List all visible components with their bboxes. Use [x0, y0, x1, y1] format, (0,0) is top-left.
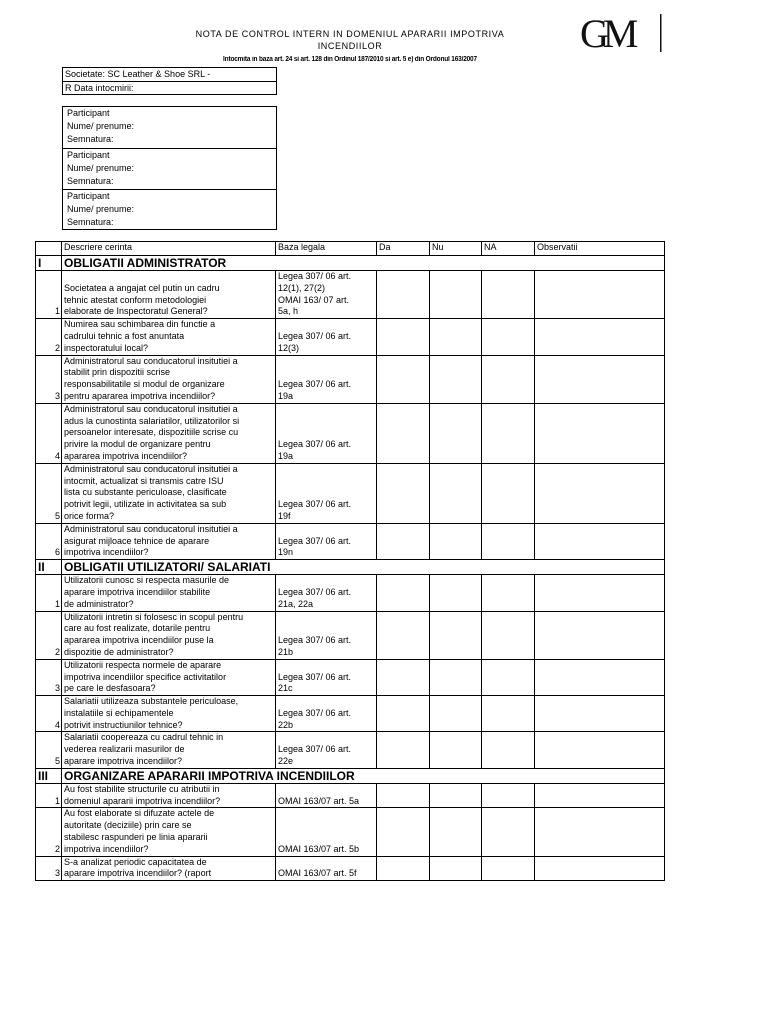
cell-nu[interactable]	[430, 732, 482, 768]
cell-da[interactable]	[377, 575, 430, 611]
cell-na[interactable]	[482, 355, 535, 403]
document-subtitle: Intocmita in baza art. 24 si art. 128 din Ordinul 187/2010 si art. 5 e) din Ordonul 163/2007	[223, 56, 477, 63]
requirement-description: Utilizatorii intretin si folosesc in scopul pentru care au fost realizate, dotarile pentru apararea impotriva incendiilor puse la dispozitie de administrator?	[62, 611, 276, 659]
section-number: I	[36, 256, 62, 271]
participant-name-label: Nume/ prenume:	[67, 163, 135, 173]
table-row	[36, 575, 665, 611]
legal-basis: Legea 307/ 06 art. 22b	[276, 696, 377, 732]
header-cell-nu: Nu	[430, 242, 482, 256]
header-cell-legal-basis: Baza legala	[276, 242, 377, 256]
row-number: 1	[36, 575, 62, 611]
cell-na[interactable]	[482, 808, 535, 856]
row-number: 2	[36, 611, 62, 659]
participant-label: Participant	[67, 150, 110, 160]
requirement-description: Administratorul sau conducatorul insitutiei a intocmit, actualizat si transmis catre ISU lista cu substante periculoase, clasificate potrivit legii, utilizate in activitatea sa sub orice forma?	[62, 463, 276, 523]
table-row	[36, 403, 665, 463]
participant-block	[63, 189, 276, 230]
table-row	[36, 271, 665, 319]
requirement-description: Salariatii utilizeaza substantele periculoase, instalatiile si echipamentele potrivit instructiunilor tehnice?	[62, 696, 276, 732]
row-number: 3	[36, 856, 62, 881]
cell-na[interactable]	[482, 271, 535, 319]
cell-da[interactable]	[377, 355, 430, 403]
section-title: OBLIGATII ADMINISTRATOR	[62, 256, 665, 271]
cell-nu[interactable]	[430, 659, 482, 695]
cell-da[interactable]	[377, 463, 430, 523]
logo-text: GM	[580, 14, 633, 52]
cell-observatii[interactable]	[535, 611, 665, 659]
requirement-description: Numirea sau schimbarea din functie a cadrului tehnic a fost anuntata inspectoratului local?	[62, 319, 276, 355]
table-row	[36, 783, 665, 808]
row-number: 3	[36, 659, 62, 695]
cell-nu[interactable]	[430, 403, 482, 463]
legal-basis: Legea 307/ 06 art. 21c	[276, 659, 377, 695]
checklist-table	[35, 241, 665, 881]
cell-da[interactable]	[377, 271, 430, 319]
requirement-description: S-a analizat periodic capacitatea de aparare impotriva incendiilor? (raport	[62, 856, 276, 881]
legal-basis: Legea 307/ 06 art. 19f	[276, 463, 377, 523]
legal-basis: Legea 307/ 06 art. 12(3)	[276, 319, 377, 355]
cell-da[interactable]	[377, 696, 430, 732]
cell-observatii[interactable]	[535, 319, 665, 355]
company-box	[62, 67, 277, 95]
cell-nu[interactable]	[430, 611, 482, 659]
row-number: 2	[36, 808, 62, 856]
date-field: R Data intocmirii:	[63, 81, 276, 95]
section-number: II	[36, 560, 62, 575]
cell-na[interactable]	[482, 783, 535, 808]
participant-sign-label: Semnatura:	[67, 176, 114, 186]
row-number: 5	[36, 732, 62, 768]
table-row	[36, 696, 665, 732]
cell-nu[interactable]	[430, 271, 482, 319]
cell-observatii[interactable]	[535, 808, 665, 856]
participant-name-label: Nume/ prenume:	[67, 204, 135, 214]
cell-na[interactable]	[482, 696, 535, 732]
cell-na[interactable]	[482, 523, 535, 559]
cell-da[interactable]	[377, 808, 430, 856]
row-number: 2	[36, 319, 62, 355]
row-number: 5	[36, 463, 62, 523]
cell-nu[interactable]	[430, 319, 482, 355]
participant-label: Participant	[67, 191, 110, 201]
header-cell-observatii: Observatii	[535, 242, 665, 256]
cell-da[interactable]	[377, 856, 430, 881]
cell-observatii[interactable]	[535, 403, 665, 463]
cell-na[interactable]	[482, 659, 535, 695]
cell-observatii[interactable]	[535, 732, 665, 768]
cell-observatii[interactable]	[535, 463, 665, 523]
legal-basis: Legea 307/ 06 art. 19a	[276, 355, 377, 403]
participant-name-label: Nume/ prenume:	[67, 121, 135, 131]
cell-na[interactable]	[482, 611, 535, 659]
participant-sign-label: Semnatura:	[67, 134, 114, 144]
cell-observatii[interactable]	[535, 271, 665, 319]
requirement-description: Utilizatorii respecta normele de aparare impotriva incendiilor specifice activitatilor pe care le desfasoara?	[62, 659, 276, 695]
requirement-description: Societatea a angajat cel putin un cadru tehnic atestat conform metodologiei elaborate de Inspectoratul General?	[62, 271, 276, 319]
participant-sign-label: Semnatura:	[67, 217, 114, 227]
cell-da[interactable]	[377, 319, 430, 355]
participant-block	[63, 107, 276, 148]
legal-basis: Legea 307/ 06 art. 19n	[276, 523, 377, 559]
requirement-description: Au fost elaborate si difuzate actele de autoritate (deciziile) prin care se stabilesc raspunderi pe linia apararii impotriva incendiilor?	[62, 808, 276, 856]
table-row	[36, 808, 665, 856]
header-cell-description: Descriere cerinta	[62, 242, 276, 256]
table-row	[36, 319, 665, 355]
requirement-description: Administratorul sau conducatorul insitutiei a adus la cunostinta salariatilor, utilizatorilor si persoanelor interesate, dispozitiile scrise cu privire la modul de organizare pentru apararea impotriva incendiilor?	[62, 403, 276, 463]
section-row	[36, 256, 665, 271]
cell-nu[interactable]	[430, 856, 482, 881]
document-title-line2: INCENDIILOR	[317, 41, 383, 51]
row-number: 3	[36, 355, 62, 403]
participant-block	[63, 148, 276, 189]
row-number: 4	[36, 403, 62, 463]
cell-nu[interactable]	[430, 523, 482, 559]
cell-na[interactable]	[482, 403, 535, 463]
cell-observatii[interactable]	[535, 355, 665, 403]
cell-na[interactable]	[482, 732, 535, 768]
legal-basis: Legea 307/ 06 art. 19a	[276, 403, 377, 463]
cell-da[interactable]	[377, 659, 430, 695]
legal-basis: OMAI 163/07 art. 5f	[276, 856, 377, 881]
section-title: OBLIGATII UTILIZATORI/ SALARIATI	[62, 560, 665, 575]
requirement-description: Salariatii coopereaza cu cadrul tehnic in vederea realizarii masurilor de aparare impotriva incendiilor?	[62, 732, 276, 768]
company-logo	[578, 14, 662, 52]
cell-da[interactable]	[377, 611, 430, 659]
legal-basis: Legea 307/ 06 art. 22e	[276, 732, 377, 768]
company-name: Societate: SC Leather & Shoe SRL -	[65, 69, 211, 79]
requirement-description: Utilizatorii cunosc si respecta masurile de aparare impotriva incendiilor stabilite de administrator?	[62, 575, 276, 611]
row-number: 1	[36, 271, 62, 319]
requirement-description: Au fost stabilite structurile cu atributii in domeniul apararii impotriva incendiilor?	[62, 783, 276, 808]
row-number: 1	[36, 783, 62, 808]
cell-na[interactable]	[482, 463, 535, 523]
section-row	[36, 768, 665, 783]
document-title-line1: NOTA DE CONTROL INTERN IN DOMENIUL APARARII IMPOTRIVA	[195, 29, 505, 39]
cell-da[interactable]	[377, 732, 430, 768]
checklist-body	[36, 242, 665, 881]
table-row	[36, 355, 665, 403]
table-row	[36, 659, 665, 695]
row-number: 6	[36, 523, 62, 559]
table-header-row	[36, 242, 665, 256]
section-number: III	[36, 768, 62, 783]
requirement-description: Administratorul sau conducatorul insitutiei a asigurat mijloace tehnice de aparare impotriva incendiilor?	[62, 523, 276, 559]
cell-na[interactable]	[482, 575, 535, 611]
table-row	[36, 463, 665, 523]
cell-nu[interactable]	[430, 575, 482, 611]
cell-na[interactable]	[482, 319, 535, 355]
section-row	[36, 560, 665, 575]
cell-nu[interactable]	[430, 463, 482, 523]
cell-da[interactable]	[377, 783, 430, 808]
header-cell-num	[36, 242, 62, 256]
legal-basis: Legea 307/ 06 art. 21a, 22a	[276, 575, 377, 611]
header-cell-na: NA	[482, 242, 535, 256]
cell-observatii[interactable]	[535, 523, 665, 559]
requirement-description: Administratorul sau conducatorul insitutiei a stabilit prin dispozitii scrise responsabilitatile si modul de organizare pentru apararea impotriva incendiilor?	[62, 355, 276, 403]
cell-da[interactable]	[377, 523, 430, 559]
table-row	[36, 523, 665, 559]
legal-basis: OMAI 163/07 art. 5b	[276, 808, 377, 856]
cell-observatii[interactable]	[535, 783, 665, 808]
cell-observatii[interactable]	[535, 575, 665, 611]
cell-nu[interactable]	[430, 783, 482, 808]
cell-nu[interactable]	[430, 696, 482, 732]
cell-nu[interactable]	[430, 808, 482, 856]
table-row	[36, 856, 665, 881]
header-cell-da: Da	[377, 242, 430, 256]
cell-observatii[interactable]	[535, 696, 665, 732]
table-row	[36, 732, 665, 768]
row-number: 4	[36, 696, 62, 732]
cell-observatii[interactable]	[535, 856, 665, 881]
table-row	[36, 611, 665, 659]
legal-basis: Legea 307/ 06 art. 12(1), 27(2) OMAI 163/ 07 art. 5a, h	[276, 271, 377, 319]
section-title: ORGANIZARE APARARII IMPOTRIVA INCENDIILOR	[62, 768, 665, 783]
cell-da[interactable]	[377, 403, 430, 463]
participant-label: Participant	[67, 108, 110, 118]
legal-basis: OMAI 163/07 art. 5a	[276, 783, 377, 808]
legal-basis: Legea 307/ 06 art. 21b	[276, 611, 377, 659]
cell-observatii[interactable]	[535, 659, 665, 695]
participants-box	[62, 106, 277, 230]
cell-nu[interactable]	[430, 355, 482, 403]
cell-na[interactable]	[482, 856, 535, 881]
